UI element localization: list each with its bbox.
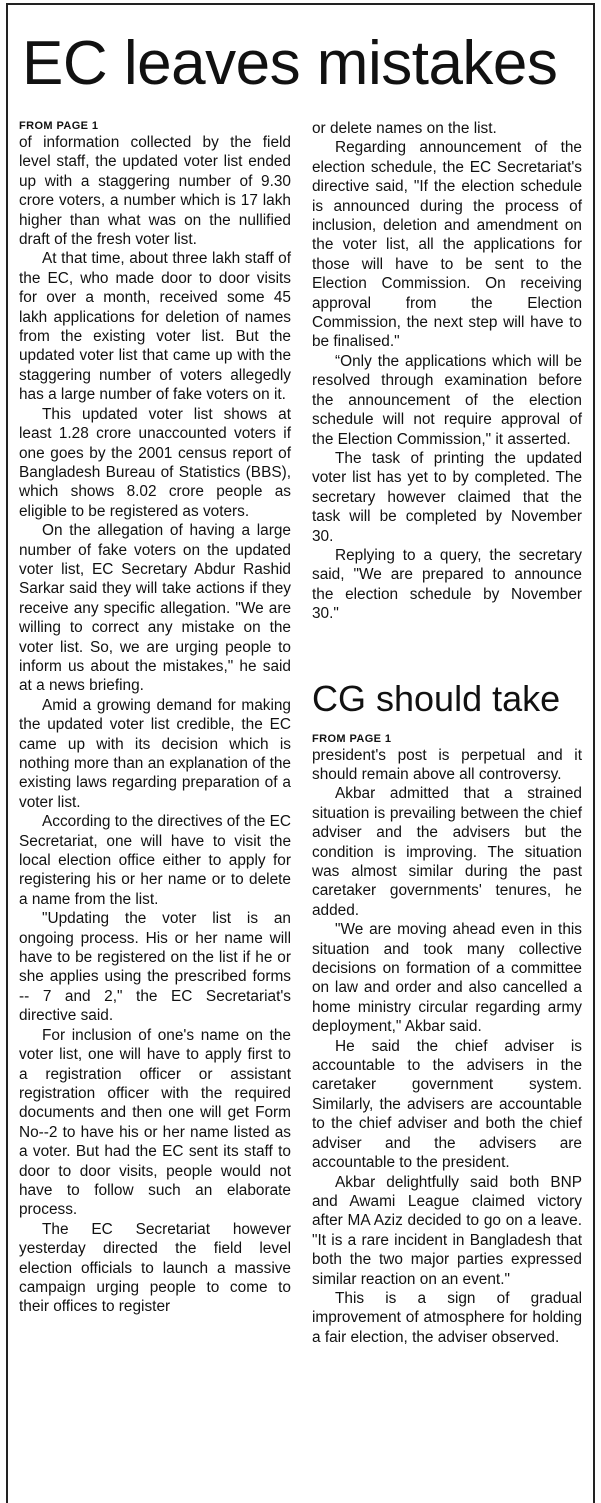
story1-paragraph: Replying to a query, the secretary said, "We are prepared to announce the election schedule by November 30.": [312, 546, 582, 623]
story1-paragraph: This updated voter list shows at least 1.28 crore unaccounted voters if one goes by the 2001 census report of Bangladesh Bureau of Statistics (BBS), which shows 8.02 crore people as eligible to be registered as voters.: [19, 405, 291, 520]
story1-paragraph: “Only the applications which will be resolved through examination before the announcement of the election schedule will not require approval of the Election Commission," it asserted.: [312, 352, 582, 448]
story1-column-2: [312, 119, 582, 1347]
story1-paragraph: For inclusion of one's name on the voter list, one will have to apply first to a registration officer or assistant registration officer with the required documents and then one will get Form No--2 to have his or her name listed as a voter. But had the EC sent its staff to door to door visits, people would not have to follow such an elaborate process.: [19, 1026, 291, 1219]
story1-headline: EC leaves mistakes: [22, 29, 558, 98]
story1-paragraph: The EC Secretariat however yesterday directed the field level election officials to launch a massive campaign urging people to come to their offices to register: [19, 1220, 291, 1316]
story2-paragraph: Akbar admitted that a strained situation is prevailing between the chief adviser and the advisers but the condition is improving. The situation was almost similar during the past caretaker governments' tenures, he added.: [312, 785, 582, 919]
story1-paragraph: At that time, about three lakh staff of the EC, who made door to door visits for over a month, received some 45 lakh applications for deletion of names from the existing voter list. But the updated voter list that came up with the staggering number of voters allegedly has a large number of fake voters on it.: [19, 250, 291, 404]
story1-paragraph: According to the directives of the EC Secretariat, one will have to visit the local election office either to apply for registering his or her name or to delete a name from the list.: [19, 813, 291, 908]
story1-paragraph: The task of printing the updated voter list has yet to by completed. The secretary however claimed that the task will be completed by November 30.: [312, 449, 582, 545]
story1-dateline: FROM PAGE 1: [19, 120, 99, 132]
story2-headline: CG should take: [312, 677, 561, 719]
right-rule: [593, 3, 595, 1503]
story1-paragraph: "Updating the voter list is an ongoing process. His or her name will have to be registered on the list if he or she applies using the prescribed forms -- 7 and 2," the EC Secretariat's directive said.: [19, 910, 291, 1025]
story2-paragraph: president's post is perpetual and it should remain above all controversy.: [312, 746, 582, 783]
story2: [312, 678, 582, 1348]
story1-paragraph: Amid a growing demand for making the updated voter list credible, the EC came up with its decision which is nothing more than an explanation of the existing laws regarding preparation of a voter list.: [19, 696, 291, 811]
story1-paragraph: or delete names on the list.: [312, 120, 497, 137]
story2-paragraph: "We are moving ahead even in this situation and took many collective decisions on formation of a committee on law and order and also cancelled a home ministry circular regarding army deployment," Akbar said.: [312, 921, 582, 1036]
story1-column-1: [19, 119, 291, 1317]
story2-paragraph: He said the chief adviser is accountable to the advisers in the caretaker government system. Similarly, the advisers are accountable to the chief adviser and both the chief adviser and the advisers are accountable to the president.: [312, 1037, 582, 1172]
story2-paragraph: This is a sign of gradual improvement of atmosphere for holding a fair election, the adviser observed.: [312, 1289, 582, 1346]
story2-dateline: FROM PAGE 1: [312, 732, 392, 745]
story1-paragraph: of information collected by the field level staff, the updated voter list ended up with a staggering number of 9.30 crore voters, a number which is 17 lakh higher than what was on the nullified draft of the fresh voter list.: [19, 134, 291, 249]
story1-paragraph: On the allegation of having a large number of fake voters on the updated voter list, EC Secretary Abdur Rashid Sarkar said they will take actions if they receive any specific allegation. "We are willing to correct any mistake on the voter list. So, we are urging people to inform us about the mistakes," he said at a news briefing.: [19, 522, 291, 695]
left-rule: [6, 3, 8, 1503]
story2-paragraph: Akbar delightfully said both BNP and Awami League claimed victory after MA Aziz decided to go on a leave. "It is a rare incident in Bangladesh that both the two major parties expressed similar reaction on an event.": [312, 1173, 582, 1288]
top-rule: [6, 3, 595, 5]
story1-paragraph: Regarding announcement of the election schedule, the EC Secretariat's directive said, "If the election schedule is announced during the process of inclusion, deletion and amendment on the voter list, all the applications for those will have to be sent to the Election Commission. On receiving approval from the Election Commission, the next step will have to be finalised.": [312, 139, 582, 351]
